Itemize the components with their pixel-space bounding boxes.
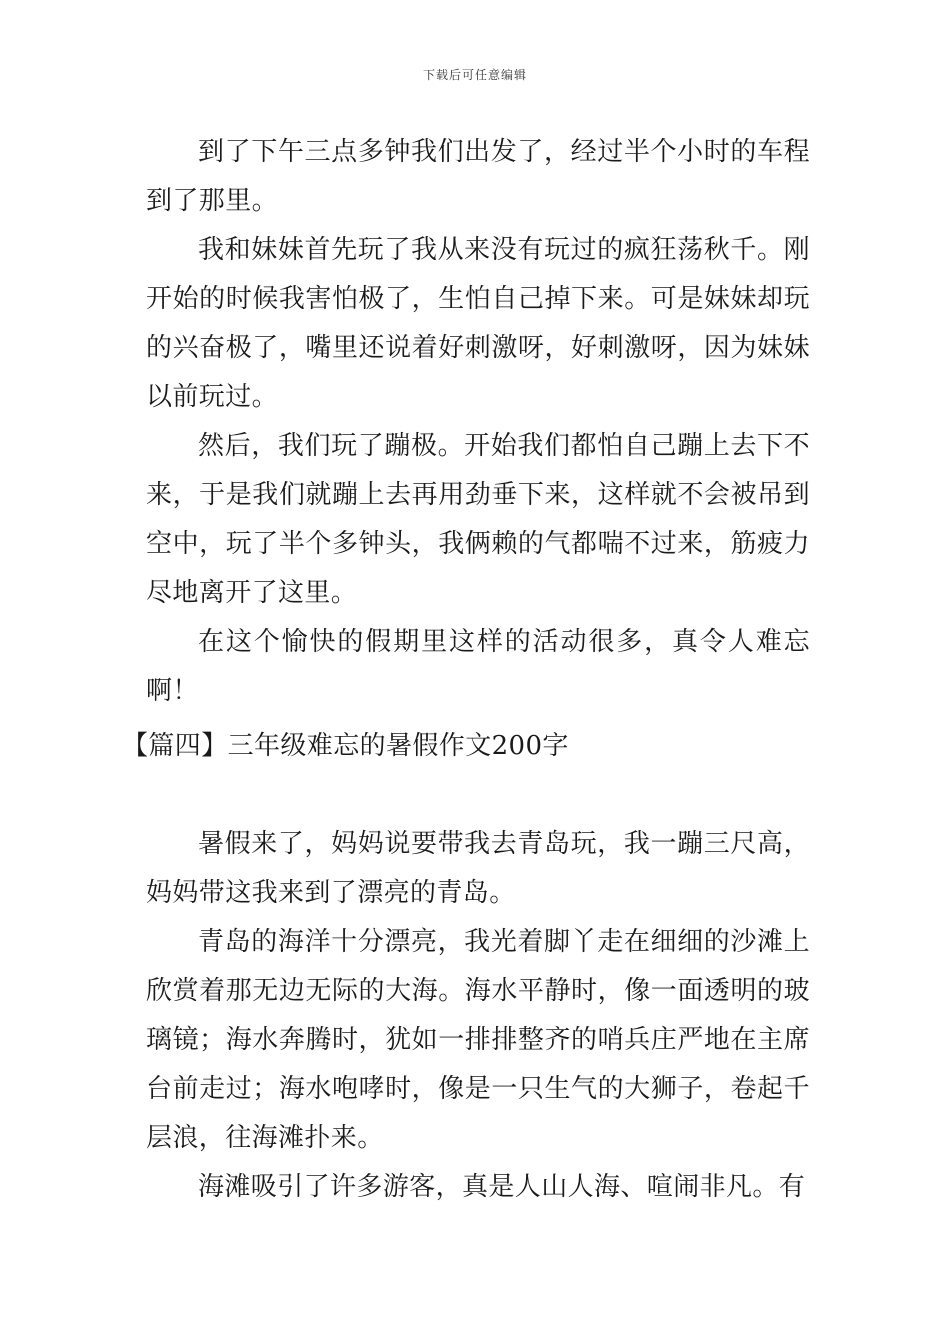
paragraph: 海滩吸引了许多游客，真是人山人海、喧闹非凡。有 — [198, 1172, 806, 1202]
paragraph: 然后，我们玩了蹦极。开始我们都怕自己蹦上去下不来，于是我们就蹦上去再用劲垂下来，这样就不会被吊到空中，玩了半个多钟头，我俩赖的气都喘不过来，筋疲力尽地离开了这里。 — [146, 431, 810, 608]
paragraph: 在这个愉快的假期里这样的活动很多，真令人难忘啊！ — [146, 627, 810, 706]
paragraph: 青岛的海洋十分漂亮，我光着脚丫走在细细的沙滩上欣赏着那无边无际的大海。海水平静时，像一面透明的玻璃镜；海水奔腾时，犹如一排排整齐的哨兵庄严地在主席台前走过；海水咆哮时，像是一只生气的大狮子，卷起千层浪，往海滩扑来。 — [146, 927, 810, 1153]
section-heading: 【篇四】三年级难忘的暑假作文200字 — [122, 731, 569, 761]
paragraph: 我和妹妹首先玩了我从来没有玩过的疯狂荡秋千。刚开始的时候我害怕极了，生怕自己掉下来。可是妹妹却玩的兴奋极了，嘴里还说着好刺激呀，好刺激呀，因为妹妹以前玩过。 — [146, 235, 810, 412]
paragraph: 到了下午三点多钟我们出发了，经过半个小时的车程到了那里。 — [146, 137, 810, 216]
section-1 — [146, 128, 810, 716]
paragraph: 暑假来了，妈妈说要带我去青岛玩，我一蹦三尺高，妈妈带这我来到了漂亮的青岛。 — [146, 829, 810, 908]
document-body — [122, 128, 810, 1202]
section-2 — [146, 820, 810, 1212]
page-header: 下载后可任意编辑 — [422, 68, 527, 82]
